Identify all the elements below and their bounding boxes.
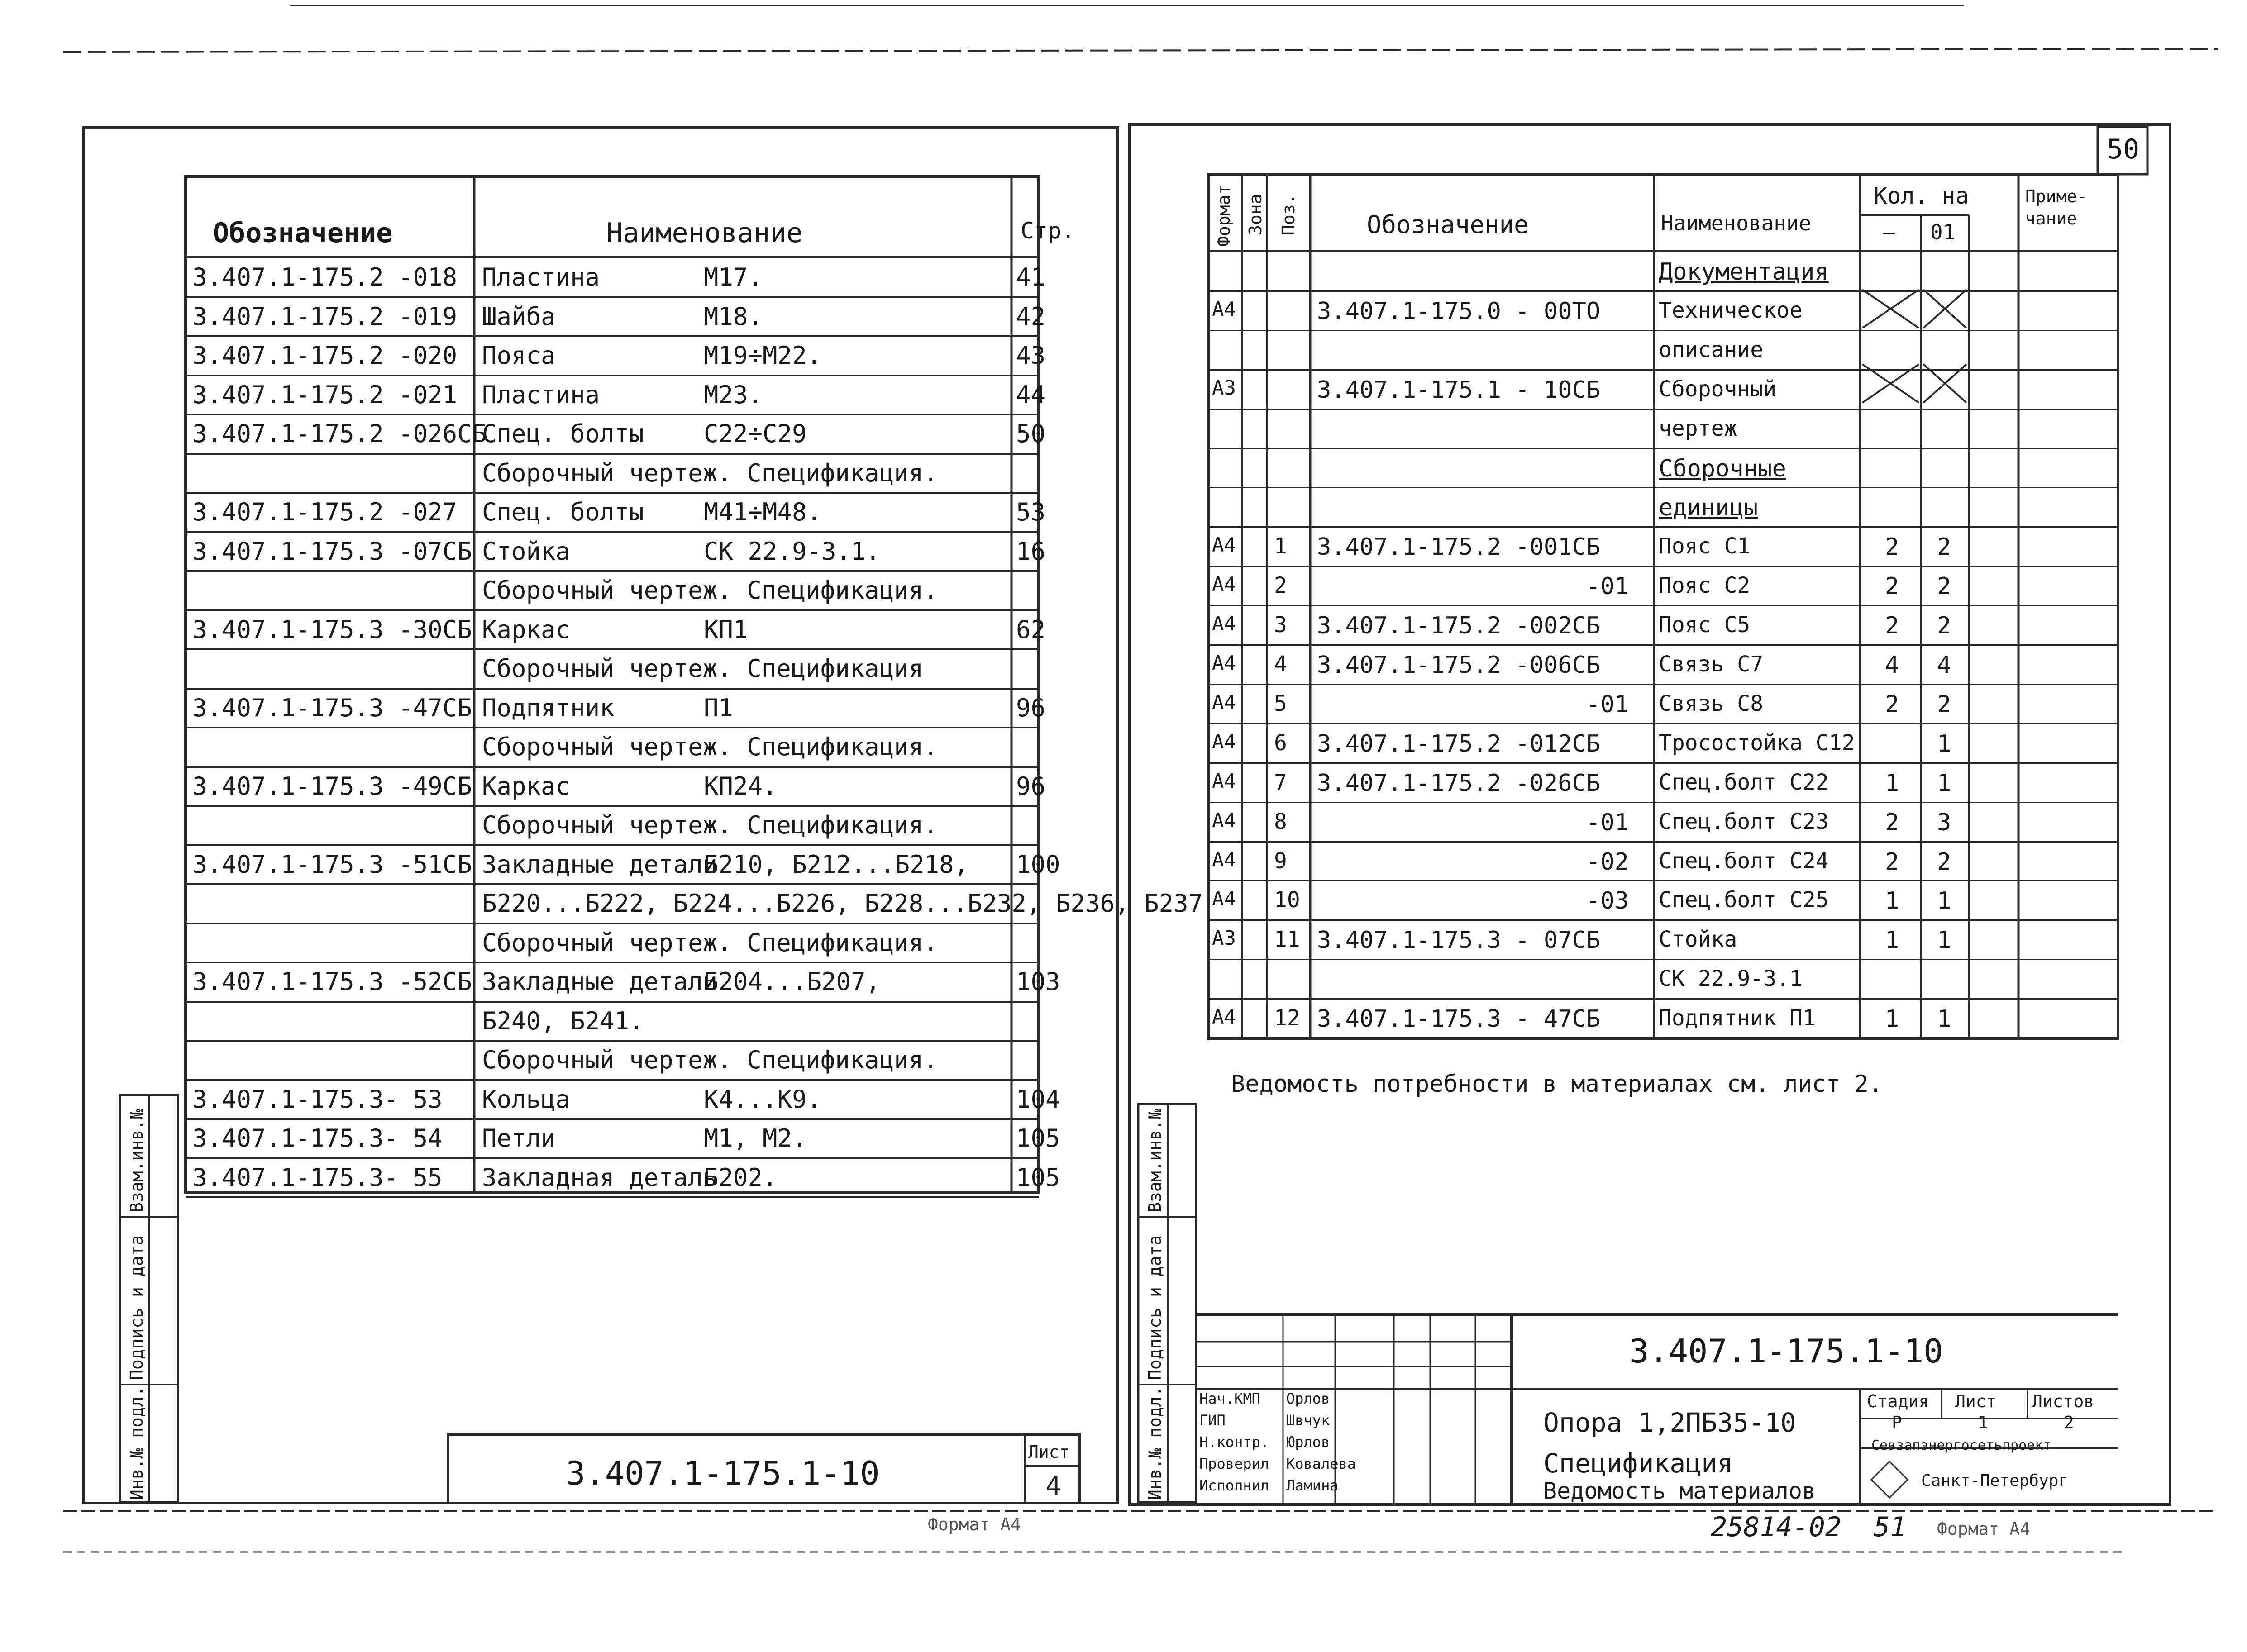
left-row-page: 105 xyxy=(1016,1124,1060,1152)
left-row-divider xyxy=(186,844,1039,846)
left-row-divider xyxy=(186,1001,1039,1003)
right-header-qty: Кол. на xyxy=(1874,183,1969,209)
right-row-format: А4 xyxy=(1212,533,1236,557)
right-row-format: А4 xyxy=(1212,690,1236,714)
left-row-divider xyxy=(186,648,1039,650)
title-line-1: Опора 1,2ПБ35-10 xyxy=(1543,1407,1796,1438)
right-row-divider xyxy=(1208,487,2118,488)
title-block-person: Орлов xyxy=(1286,1390,1330,1407)
left-stamp-sheet-label: Лист xyxy=(1028,1442,1070,1462)
right-row-pos: 8 xyxy=(1274,809,1287,834)
right-row-designation: 3.407.1-175.3 - 47СБ xyxy=(1317,1005,1601,1033)
left-row-divider xyxy=(186,1196,1039,1198)
right-row-designation: -03 xyxy=(1586,887,1629,915)
left-row-divider xyxy=(186,688,1039,690)
right-row-divider xyxy=(1208,762,2118,764)
right-row-format: А4 xyxy=(1212,848,1236,871)
right-row-name: единицы xyxy=(1659,494,1758,522)
title-block-role: ГИП xyxy=(1199,1412,1226,1429)
title-block-person: Ламина xyxy=(1286,1477,1339,1494)
right-row-divider xyxy=(1208,605,2118,606)
left-row-name: Б220...Б222, Б224...Б226, Б228...Б232, Б236, Б237 xyxy=(482,889,1203,918)
right-row-designation: 3.407.1-175.2 -002СБ xyxy=(1317,612,1601,640)
right-row-qty-01: 1 xyxy=(1937,1005,1951,1033)
org-name: Севзапэнергосетьпроект xyxy=(1871,1438,2051,1453)
left-row-name: Сборочный чертеж. Спецификация. xyxy=(482,576,938,605)
right-row-name: Документация xyxy=(1659,258,1829,286)
right-row-divider xyxy=(1208,566,2118,567)
left-row-divider xyxy=(186,962,1039,963)
left-row-name: Стойка xyxy=(482,537,571,566)
right-row-name: Пояс С5 xyxy=(1659,612,1751,638)
right-row-designation: 3.407.1-175.1 - 10СБ xyxy=(1317,376,1601,404)
right-row-name: Пояс С1 xyxy=(1659,533,1751,559)
left-row-name: Спец. болты xyxy=(482,498,644,526)
right-row-divider xyxy=(1208,409,2118,410)
right-header-pos: Поз. xyxy=(1279,194,1298,235)
right-row-qty-minus: 2 xyxy=(1885,573,1899,600)
title-block-code: 3.407.1-175.1-10 xyxy=(1629,1332,1943,1370)
right-row-qty-minus: 1 xyxy=(1885,887,1899,915)
right-row-pos: 2 xyxy=(1274,573,1287,599)
left-row-divider xyxy=(186,883,1039,885)
left-row-divider xyxy=(186,1079,1039,1081)
right-row-divider xyxy=(1208,880,2118,881)
left-row-page: 104 xyxy=(1016,1085,1060,1114)
left-row-name: Подпятник xyxy=(482,693,615,722)
right-margin-label-inventory: Инв.№ подл. xyxy=(1145,1386,1165,1500)
left-row-mark: Б204...Б207, xyxy=(704,967,881,996)
right-row-format: А4 xyxy=(1212,297,1236,321)
right-row-name: Стойка xyxy=(1659,927,1737,952)
left-row-mark: М41÷М48. xyxy=(704,498,822,526)
left-row-page: 41 xyxy=(1016,263,1046,291)
right-row-format: А4 xyxy=(1212,573,1236,596)
right-row-name: Спец.болт С22 xyxy=(1659,769,1829,795)
left-margin-label-inventory: Инв.№ подл. xyxy=(127,1386,147,1500)
title-block-role: Исполнил xyxy=(1199,1477,1269,1494)
right-row-qty-01: 4 xyxy=(1937,652,1951,679)
left-row-name: Б240, Б241. xyxy=(482,1006,644,1035)
org-city: Санкт-Петербург xyxy=(1921,1471,2069,1490)
right-row-designation: -01 xyxy=(1586,809,1629,836)
page-number: 50 xyxy=(2107,133,2140,165)
left-row-mark: Б210, Б212...Б218, xyxy=(704,850,969,879)
right-row-qty-01: 1 xyxy=(1937,887,1951,915)
right-row-divider xyxy=(1208,959,2118,960)
right-row-pos: 11 xyxy=(1274,927,1300,952)
title-block-person: Ковалева xyxy=(1286,1455,1356,1472)
left-row-divider xyxy=(186,766,1039,768)
title-block-role: Нач.КМП xyxy=(1199,1390,1260,1407)
right-row-designation: -01 xyxy=(1586,690,1629,718)
left-row-page: 43 xyxy=(1016,341,1046,370)
right-row-name: описание xyxy=(1659,337,1764,362)
right-row-divider xyxy=(1208,684,2118,685)
left-row-designation: 3.407.1-175.2 -020 xyxy=(192,341,458,370)
left-row-name: Пластина xyxy=(482,380,600,409)
title-block-person: Швчук xyxy=(1286,1412,1330,1429)
left-row-divider xyxy=(186,453,1039,455)
right-row-format: А4 xyxy=(1212,652,1236,675)
left-row-name: Сборочный чертеж. Спецификация. xyxy=(482,1046,938,1074)
right-header-qty-minus: — xyxy=(1883,220,1895,244)
left-format-note: Формат А4 xyxy=(928,1514,1021,1534)
left-row-mark: М18. xyxy=(704,302,763,331)
left-row-designation: 3.407.1-175.2 -021 xyxy=(192,380,458,409)
left-row-divider xyxy=(186,1157,1039,1159)
right-row-divider xyxy=(1208,998,2118,1000)
right-row-pos: 3 xyxy=(1274,612,1287,638)
left-row-mark: К4...К9. xyxy=(704,1085,822,1114)
right-row-pos: 4 xyxy=(1274,652,1287,677)
right-row-pos: 12 xyxy=(1274,1005,1300,1031)
left-row-divider xyxy=(186,1118,1039,1120)
right-row-designation: 3.407.1-175.0 - 00ТО xyxy=(1317,297,1601,325)
right-row-qty-minus: 4 xyxy=(1885,652,1899,679)
left-row-divider xyxy=(186,414,1039,415)
left-row-name: Сборочный чертеж. Спецификация. xyxy=(482,811,938,839)
right-row-qty-01: 1 xyxy=(1937,769,1951,797)
sheet-label: Лист xyxy=(1955,1391,1997,1411)
left-row-designation: 3.407.1-175.2 -027 xyxy=(192,498,458,526)
right-row-name: Спец.болт С25 xyxy=(1659,887,1829,913)
right-row-qty-01: 2 xyxy=(1937,533,1951,561)
right-row-name: Связь С7 xyxy=(1659,652,1764,677)
right-row-pos: 5 xyxy=(1274,690,1287,716)
right-row-designation: 3.407.1-175.2 -012СБ xyxy=(1317,730,1601,757)
left-row-designation: 3.407.1-175.2 -026СБ xyxy=(192,419,487,448)
right-row-qty-01: 1 xyxy=(1937,927,1951,954)
left-row-designation: 3.407.1-175.3- 55 xyxy=(192,1163,443,1192)
left-row-name: Кольца xyxy=(482,1085,571,1114)
left-row-mark: М23. xyxy=(704,380,763,409)
right-row-pos: 6 xyxy=(1274,730,1287,756)
right-header-qty-01: 01 xyxy=(1930,220,1956,244)
title-block-person: Юрлов xyxy=(1286,1433,1330,1451)
right-row-divider xyxy=(1208,526,2118,528)
left-row-mark: СК 22.9-3.1. xyxy=(704,537,881,566)
right-row-qty-01: 2 xyxy=(1937,612,1951,640)
right-row-format: А3 xyxy=(1212,927,1236,950)
right-row-name: Сборочный xyxy=(1659,376,1777,402)
sheets-label: Листов xyxy=(2032,1391,2094,1411)
right-row-divider xyxy=(1208,644,2118,646)
sheets-value: 2 xyxy=(2064,1413,2074,1433)
left-row-page: 53 xyxy=(1016,498,1046,526)
left-row-page: 96 xyxy=(1016,771,1046,800)
left-row-mark: М19÷М22. xyxy=(704,341,822,370)
right-row-pos: 1 xyxy=(1274,533,1287,559)
left-row-divider xyxy=(186,335,1039,337)
right-row-qty-01: 1 xyxy=(1937,730,1951,757)
left-row-mark: П1 xyxy=(704,693,734,722)
left-row-name: Закладные детали xyxy=(482,850,718,879)
left-row-designation: 3.407.1-175.3 -51СБ xyxy=(192,850,472,879)
left-header-page: Стр. xyxy=(1021,218,1075,244)
left-row-name: Сборочный чертеж. Спецификация. xyxy=(482,928,938,957)
right-header-note: Приме-чание xyxy=(2025,186,2088,229)
left-row-page: 44 xyxy=(1016,380,1046,409)
left-row-name: Пластина xyxy=(482,263,600,291)
left-row-designation: 3.407.1-175.3- 53 xyxy=(192,1085,443,1114)
right-row-name: Подпятник П1 xyxy=(1659,1005,1816,1031)
left-row-page: 62 xyxy=(1016,615,1046,644)
left-row-page: 100 xyxy=(1016,850,1060,879)
left-stamp-sheet-number: 4 xyxy=(1045,1471,1061,1501)
right-row-qty-minus: 2 xyxy=(1885,690,1899,718)
right-row-name: Спец.болт С24 xyxy=(1659,848,1829,874)
materials-note: Ведомость потребности в материалах см. лист 2. xyxy=(1231,1071,1883,1098)
archive-page: 51 xyxy=(1874,1511,1907,1543)
right-row-qty-minus: 1 xyxy=(1885,927,1899,954)
right-header-format: Формат xyxy=(1214,184,1234,247)
left-row-divider xyxy=(186,492,1039,494)
left-row-name: Петли xyxy=(482,1124,556,1152)
right-row-designation: 3.407.1-175.2 -006СБ xyxy=(1317,652,1601,679)
left-row-mark: М17. xyxy=(704,263,763,291)
right-row-name: Сборочные xyxy=(1659,455,1786,482)
right-row-designation: -02 xyxy=(1586,848,1629,876)
right-row-qty-minus: 1 xyxy=(1885,769,1899,797)
left-row-divider xyxy=(186,531,1039,533)
left-row-designation: 3.407.1-175.3 -52СБ xyxy=(192,967,472,996)
left-stamp-code: 3.407.1-175.1-10 xyxy=(566,1454,880,1492)
right-row-format: А4 xyxy=(1212,612,1236,636)
left-row-name: Сборочный чертеж. Спецификация. xyxy=(482,733,938,761)
left-row-divider xyxy=(186,375,1039,376)
right-row-divider xyxy=(1208,1038,2118,1039)
left-row-divider xyxy=(186,923,1039,924)
left-row-divider xyxy=(186,1040,1039,1042)
left-row-name: Пояса xyxy=(482,341,556,370)
right-row-designation: 3.407.1-175.3 - 07СБ xyxy=(1317,927,1601,954)
left-row-page: 50 xyxy=(1016,419,1046,448)
right-row-name: чертеж xyxy=(1659,415,1737,441)
right-row-name: Пояс С2 xyxy=(1659,573,1751,599)
left-margin-label-replace: Взам.инв.№ xyxy=(127,1109,147,1213)
right-row-divider xyxy=(1208,330,2118,331)
left-row-divider xyxy=(186,296,1039,298)
left-row-name: Закладные детали xyxy=(482,967,718,996)
right-margin-label-signature: Подпись и дата xyxy=(1145,1235,1165,1380)
right-row-designation: 3.407.1-175.2 -026СБ xyxy=(1317,769,1601,797)
right-row-pos: 7 xyxy=(1274,769,1287,795)
right-row-format: А4 xyxy=(1212,769,1236,793)
right-row-name: Спец.болт С23 xyxy=(1659,809,1829,834)
right-row-qty-minus: 2 xyxy=(1885,533,1899,561)
left-row-page: 96 xyxy=(1016,693,1046,722)
left-row-mark: КП24. xyxy=(704,771,778,800)
left-row-name: Спец. болты xyxy=(482,419,644,448)
left-row-designation: 3.407.1-175.3- 54 xyxy=(192,1124,443,1152)
sheet-value: 1 xyxy=(1978,1413,1988,1433)
left-row-name: Каркас xyxy=(482,615,571,644)
right-row-format: А4 xyxy=(1212,809,1236,832)
left-header-designation: Обозначение xyxy=(213,217,393,249)
left-row-divider xyxy=(186,609,1039,611)
left-row-page: 16 xyxy=(1016,537,1046,566)
right-row-qty-01: 3 xyxy=(1937,809,1951,836)
right-row-format: А4 xyxy=(1212,730,1236,753)
right-row-format: А4 xyxy=(1212,887,1236,911)
left-row-page: 105 xyxy=(1016,1163,1060,1192)
right-row-pos: 9 xyxy=(1274,848,1287,874)
left-row-designation: 3.407.1-175.3 -07СБ xyxy=(192,537,472,566)
right-row-qty-01: 2 xyxy=(1937,690,1951,718)
right-margin-label-replace: Взам.инв.№ xyxy=(1145,1109,1165,1213)
right-row-divider xyxy=(1208,802,2118,803)
right-row-name: Техническое xyxy=(1659,297,1803,323)
left-row-designation: 3.407.1-175.2 -018 xyxy=(192,263,458,291)
right-row-qty-01: 2 xyxy=(1937,573,1951,600)
left-row-name: Сборочный чертеж. Спецификация. xyxy=(482,458,938,487)
right-row-designation: 3.407.1-175.2 -001СБ xyxy=(1317,533,1601,561)
right-row-qty-01: 2 xyxy=(1937,848,1951,876)
archive-number: 25814-02 xyxy=(1711,1511,1841,1543)
left-row-page: 103 xyxy=(1016,967,1060,996)
right-row-divider xyxy=(1208,290,2118,292)
left-row-divider xyxy=(186,570,1039,572)
left-row-divider xyxy=(186,805,1039,807)
right-row-qty-minus: 2 xyxy=(1885,809,1899,836)
right-row-divider xyxy=(1208,919,2118,921)
stage-value: Р xyxy=(1892,1413,1902,1433)
right-format-note: Формат А4 xyxy=(1937,1519,2030,1539)
right-header-designation: Обозначение xyxy=(1367,210,1529,239)
right-row-designation: -01 xyxy=(1586,573,1629,600)
left-row-name: Сборочный чертеж. Спецификация xyxy=(482,654,924,683)
left-row-mark: КП1 xyxy=(704,615,748,644)
right-row-format: А3 xyxy=(1212,376,1236,400)
left-row-page: 42 xyxy=(1016,302,1046,331)
right-row-divider xyxy=(1208,723,2118,724)
title-line-2: Спецификация xyxy=(1543,1448,1733,1479)
left-row-name: Закладная деталь xyxy=(482,1163,718,1192)
title-line-3: Ведомость материалов xyxy=(1543,1478,1816,1504)
left-header-name: Наименование xyxy=(606,217,803,249)
right-row-qty-minus: 2 xyxy=(1885,848,1899,876)
right-row-qty-minus: 1 xyxy=(1885,1005,1899,1033)
right-row-name: Тросостойка С12 xyxy=(1659,730,1855,756)
right-header-name: Наименование xyxy=(1661,211,1812,235)
left-row-name: Каркас xyxy=(482,771,571,800)
right-header-zone: Зона xyxy=(1245,194,1265,235)
right-row-divider xyxy=(1208,841,2118,843)
title-block-role: Н.контр. xyxy=(1199,1433,1269,1451)
left-row-mark: М1, М2. xyxy=(704,1124,807,1152)
left-margin-label-signature: Подпись и дата xyxy=(127,1235,147,1380)
title-block-role: Проверил xyxy=(1199,1455,1269,1472)
right-row-divider xyxy=(1208,369,2118,371)
right-row-format: А4 xyxy=(1212,1005,1236,1029)
left-row-mark: Б202. xyxy=(704,1163,778,1192)
right-row-qty-minus: 2 xyxy=(1885,612,1899,640)
right-row-divider xyxy=(1208,448,2118,449)
left-row-designation: 3.407.1-175.3 -30СБ xyxy=(192,615,472,644)
stage-label: Стадия xyxy=(1867,1391,1929,1411)
left-row-mark: С22÷С29 xyxy=(704,419,807,448)
left-row-designation: 3.407.1-175.3 -49СБ xyxy=(192,771,472,800)
left-row-designation: 3.407.1-175.2 -019 xyxy=(192,302,458,331)
right-row-pos: 10 xyxy=(1274,887,1300,913)
right-row-name: Связь С8 xyxy=(1659,690,1764,716)
left-row-name: Шайба xyxy=(482,302,556,331)
left-row-designation: 3.407.1-175.3 -47СБ xyxy=(192,693,472,722)
right-row-name: СК 22.9-3.1 xyxy=(1659,966,1803,992)
left-row-divider xyxy=(186,727,1039,728)
